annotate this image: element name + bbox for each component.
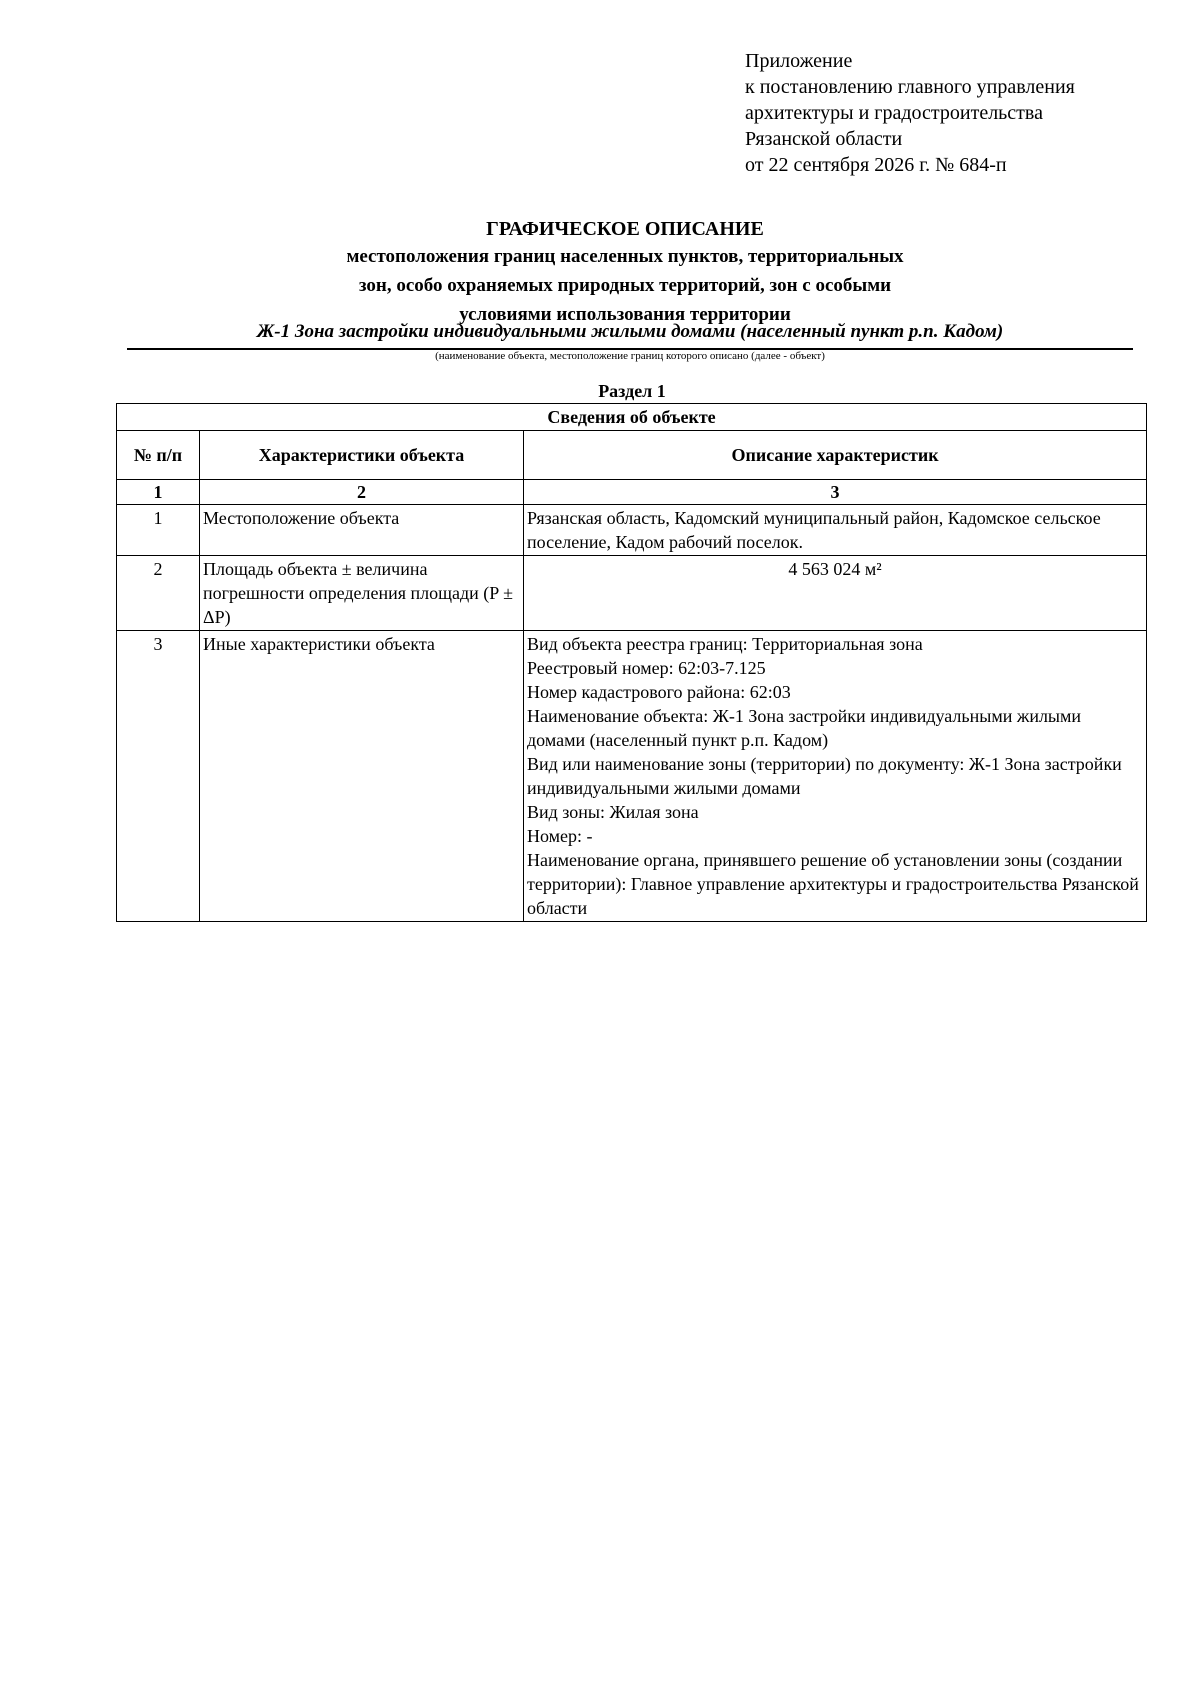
object-info-table	[116, 403, 1147, 922]
appendix-line: от 22 сентября 2026 г. № 684-п	[745, 154, 1007, 176]
section-title: Раздел 1	[598, 381, 666, 401]
document-subtitle-line: условиями использования территории	[459, 304, 791, 325]
row-description	[524, 505, 1147, 556]
document-subtitle-line: местоположения границ населенных пунктов, территориальных	[346, 246, 904, 267]
table-row	[117, 631, 1147, 922]
column-number: 2	[200, 480, 524, 505]
appendix-line: архитектуры и градостроительства	[745, 102, 1043, 124]
description-line: Номер: -	[527, 826, 593, 846]
table-row	[117, 556, 1147, 631]
row-characteristic: Местоположение объекта	[200, 505, 524, 556]
description-line: Вид объекта реестра границ: Территориальная зона	[527, 634, 923, 654]
row-description	[524, 631, 1147, 922]
table-row	[117, 505, 1147, 556]
table-header-row	[117, 431, 1147, 480]
table-caption-row	[117, 404, 1147, 431]
appendix-line: Рязанской области	[745, 128, 903, 150]
description-line: Вид или наименование зоны (территории) по документу: Ж-1 Зона застройки индивидуальными жилыми домами	[527, 754, 1122, 798]
column-header-number: № п/п	[117, 431, 200, 480]
document-subtitle-line: зон, особо охраняемых природных территорий, зон с особыми	[358, 275, 892, 296]
column-number-row	[117, 480, 1147, 505]
column-header-description: Описание характеристик	[524, 431, 1147, 480]
description-line: Наименование органа, принявшего решение об установлении зоны (создании территории): Главное управление архитектуры и градостроительства Рязанской области	[527, 850, 1139, 918]
document-title: ГРАФИЧЕСКОЕ ОПИСАНИЕ	[486, 218, 764, 240]
description-line: Реестровый номер: 62:03-7.125	[527, 658, 766, 678]
title-block	[117, 216, 1133, 329]
appendix-line: к постановлению главного управления	[745, 76, 1075, 98]
description-line: 4 563 024 м²	[788, 559, 882, 579]
table-caption: Сведения об объекте	[117, 404, 1147, 431]
row-characteristic: Площадь объекта ± величина погрешности определения площади (P ± ΔP)	[200, 556, 524, 631]
description-line: Рязанская область, Кадомский муниципальный район, Кадомское сельское поселение, Кадом рабочий поселок.	[527, 508, 1101, 552]
row-number: 3	[117, 631, 200, 922]
appendix-block	[745, 48, 1165, 178]
column-header-characteristic: Характеристики объекта	[200, 431, 524, 480]
column-number: 3	[524, 480, 1147, 505]
object-name: Ж-1 Зона застройки индивидуальными жилыми домами (населенный пункт р.п. Кадом)	[256, 321, 1004, 342]
row-number: 1	[117, 505, 200, 556]
description-line: Вид зоны: Жилая зона	[527, 802, 699, 822]
description-line: Наименование объекта: Ж-1 Зона застройки индивидуальными жилыми домами (населенный пункт р.п. Кадом)	[527, 706, 1082, 750]
object-caption: (наименование объекта, местоположение границ которого описано (далее - объект)	[435, 350, 825, 362]
row-number: 2	[117, 556, 200, 631]
row-characteristic: Иные характеристики объекта	[200, 631, 524, 922]
appendix-line: Приложение	[745, 50, 853, 72]
row-description	[524, 556, 1147, 631]
column-number: 1	[117, 480, 200, 505]
description-line: Номер кадастрового района: 62:03	[527, 682, 791, 702]
